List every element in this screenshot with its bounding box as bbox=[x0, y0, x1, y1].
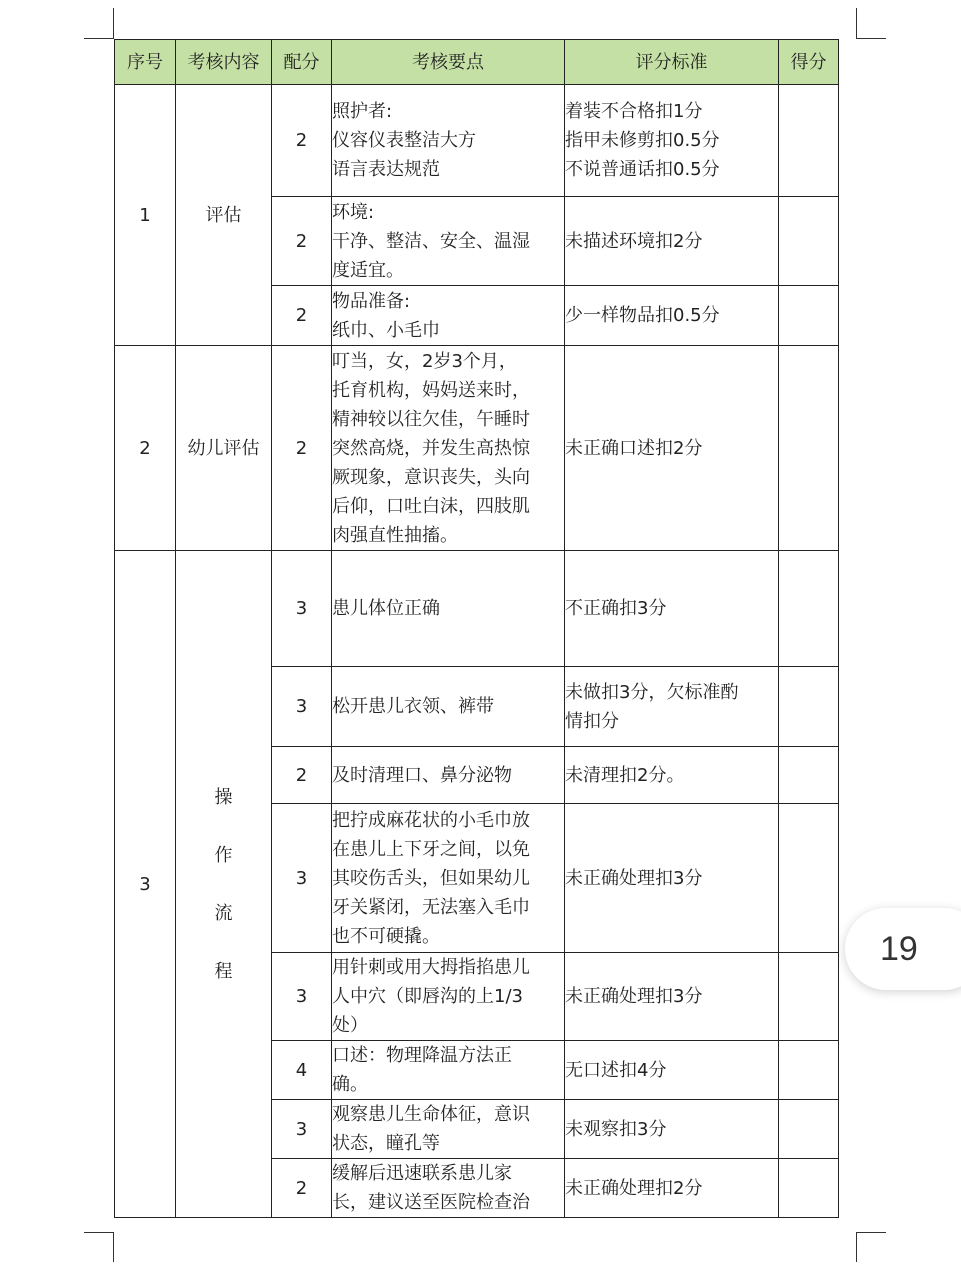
row-points bbox=[332, 85, 565, 197]
points-line: 叮当，女，2岁3个月， bbox=[332, 350, 517, 372]
crop-mark-bottom-left-v bbox=[113, 1232, 114, 1262]
row-standard bbox=[565, 197, 779, 286]
points-line: 突然高烧，并发生高热惊 bbox=[332, 437, 530, 459]
table-row bbox=[115, 346, 839, 551]
row-points bbox=[332, 747, 565, 804]
row-score: 3 bbox=[272, 1100, 332, 1159]
points-line: 干净、整洁、安全、温湿 bbox=[332, 230, 530, 252]
points-line: 确。 bbox=[332, 1074, 368, 1095]
crop-mark-top-left-v bbox=[113, 8, 114, 38]
points-line: 患儿体位正确 bbox=[332, 598, 440, 619]
table-row bbox=[115, 551, 839, 667]
standard-line: 不正确扣3分 bbox=[565, 598, 667, 619]
standard-line: 未清理扣2分。 bbox=[565, 764, 685, 786]
row-points bbox=[332, 197, 565, 286]
standard-line: 少一样物品扣0.5分 bbox=[565, 305, 720, 326]
points-line: 用针刺或用大拇指掐患儿 bbox=[332, 957, 530, 978]
standard-line: 着装不合格扣1分 bbox=[565, 101, 703, 122]
points-line: 物品准备: bbox=[332, 290, 411, 312]
row-points bbox=[332, 667, 565, 747]
group-no: 1 bbox=[115, 85, 176, 346]
standard-line: 不说普通话扣0.5分 bbox=[565, 159, 720, 180]
row-score: 3 bbox=[272, 804, 332, 953]
points-line: 也不可硬撬。 bbox=[332, 925, 440, 947]
points-line: 牙关紧闭，无法塞入毛巾 bbox=[332, 896, 530, 918]
points-line: 口述：物理降温方法正 bbox=[332, 1045, 512, 1066]
group-content: 幼儿评估 bbox=[176, 346, 272, 551]
row-standard bbox=[565, 667, 779, 747]
row-standard bbox=[565, 1041, 779, 1100]
standard-line: 未做扣3分，欠标准酌 bbox=[565, 681, 739, 703]
score-cell[interactable] bbox=[779, 85, 839, 197]
points-line: 把拧成麻花状的小毛巾放 bbox=[332, 809, 530, 831]
crop-mark-top-right-v bbox=[856, 8, 857, 38]
standard-line: 未正确处理扣3分 bbox=[565, 867, 703, 889]
row-points bbox=[332, 346, 565, 551]
score-cell[interactable] bbox=[779, 667, 839, 747]
row-score: 2 bbox=[272, 197, 332, 286]
score-cell[interactable] bbox=[779, 1041, 839, 1100]
points-line: 人中穴（即唇沟的上1/3 bbox=[332, 986, 523, 1007]
row-points bbox=[332, 1100, 565, 1159]
standard-line: 未正确处理扣2分 bbox=[565, 1177, 703, 1199]
standard-line: 情扣分 bbox=[565, 710, 619, 732]
score-cell[interactable] bbox=[779, 747, 839, 804]
header-got: 得分 bbox=[779, 40, 839, 85]
content-char: 操 bbox=[214, 786, 233, 808]
score-cell[interactable] bbox=[779, 804, 839, 953]
row-points bbox=[332, 551, 565, 667]
row-score: 3 bbox=[272, 953, 332, 1041]
row-score: 4 bbox=[272, 1041, 332, 1100]
row-standard bbox=[565, 1100, 779, 1159]
header-no: 序号 bbox=[115, 40, 176, 85]
row-standard bbox=[565, 953, 779, 1041]
points-line: 环境: bbox=[332, 201, 375, 223]
standard-line: 无口述扣4分 bbox=[565, 1059, 667, 1081]
score-cell[interactable] bbox=[779, 197, 839, 286]
crop-mark-top-right-h bbox=[856, 38, 886, 39]
standard-line: 未描述环境扣2分 bbox=[565, 230, 703, 252]
content-char: 流 bbox=[214, 902, 233, 924]
row-points bbox=[332, 804, 565, 953]
crop-mark-bottom-left-h bbox=[84, 1232, 114, 1233]
scoring-table bbox=[114, 39, 839, 1218]
page-number-badge[interactable]: 19 bbox=[845, 908, 961, 990]
points-line: 肉强直性抽搐。 bbox=[332, 524, 458, 546]
points-line: 照护者: bbox=[332, 101, 393, 122]
group-content: 评估 bbox=[176, 85, 272, 346]
score-cell[interactable] bbox=[779, 551, 839, 667]
points-line: 仪容仪表整洁大方 bbox=[332, 130, 476, 151]
standard-line: 未正确处理扣3分 bbox=[565, 986, 703, 1007]
score-cell[interactable] bbox=[779, 953, 839, 1041]
points-line: 处） bbox=[332, 1015, 368, 1036]
row-score: 3 bbox=[272, 667, 332, 747]
header-points: 考核要点 bbox=[332, 40, 565, 85]
row-points bbox=[332, 1041, 565, 1100]
points-line: 观察患儿生命体征，意识 bbox=[332, 1104, 530, 1125]
row-score: 2 bbox=[272, 286, 332, 346]
row-score: 2 bbox=[272, 1159, 332, 1218]
standard-line: 未正确口述扣2分 bbox=[565, 437, 703, 459]
points-line: 纸巾、小毛巾 bbox=[332, 319, 440, 341]
group-no: 2 bbox=[115, 346, 176, 551]
points-line: 状态，瞳孔等 bbox=[332, 1133, 440, 1154]
crop-mark-top-left-h bbox=[84, 38, 114, 39]
points-line: 语言表达规范 bbox=[332, 159, 440, 180]
crop-mark-bottom-right-v bbox=[856, 1232, 857, 1262]
row-points bbox=[332, 286, 565, 346]
row-standard bbox=[565, 286, 779, 346]
points-line: 厥现象，意识丧失，头向 bbox=[332, 466, 530, 488]
row-standard bbox=[565, 551, 779, 667]
points-line: 其咬伤舌头，但如果幼儿 bbox=[332, 867, 530, 889]
score-cell[interactable] bbox=[779, 1159, 839, 1218]
content-char: 程 bbox=[214, 960, 233, 982]
score-cell[interactable] bbox=[779, 1100, 839, 1159]
header-content: 考核内容 bbox=[176, 40, 272, 85]
header-score: 配分 bbox=[272, 40, 332, 85]
header-standard: 评分标准 bbox=[565, 40, 779, 85]
row-standard bbox=[565, 747, 779, 804]
row-score: 2 bbox=[272, 346, 332, 551]
points-line: 度适宜。 bbox=[332, 259, 404, 281]
points-line: 及时清理口、鼻分泌物 bbox=[332, 764, 512, 786]
points-line: 在患儿上下牙之间，以免 bbox=[332, 838, 530, 860]
points-line: 松开患儿衣领、裤带 bbox=[332, 696, 494, 717]
group-no: 3 bbox=[115, 551, 176, 1218]
row-standard bbox=[565, 1159, 779, 1218]
crop-mark-bottom-right-h bbox=[856, 1232, 886, 1233]
row-standard bbox=[565, 804, 779, 953]
table-row bbox=[115, 85, 839, 197]
row-standard bbox=[565, 85, 779, 197]
row-points bbox=[332, 1159, 565, 1218]
points-line: 缓解后迅速联系患儿家 bbox=[332, 1163, 512, 1184]
score-cell[interactable] bbox=[779, 286, 839, 346]
row-points bbox=[332, 953, 565, 1041]
points-line: 托育机构，妈妈送来时， bbox=[332, 379, 530, 401]
content-char: 作 bbox=[214, 844, 233, 866]
points-line: 长，建议送至医院检查治 bbox=[332, 1192, 530, 1213]
score-cell[interactable] bbox=[779, 346, 839, 551]
row-score: 2 bbox=[272, 747, 332, 804]
points-line: 精神较以往欠佳，午睡时 bbox=[332, 408, 530, 430]
row-score: 3 bbox=[272, 551, 332, 667]
standard-line: 未观察扣3分 bbox=[565, 1118, 667, 1140]
group-content bbox=[176, 551, 272, 1218]
points-line: 后仰，口吐白沫，四肢肌 bbox=[332, 495, 530, 517]
row-standard bbox=[565, 346, 779, 551]
header-row bbox=[115, 40, 839, 85]
standard-line: 指甲未修剪扣0.5分 bbox=[565, 130, 720, 151]
row-score: 2 bbox=[272, 85, 332, 197]
